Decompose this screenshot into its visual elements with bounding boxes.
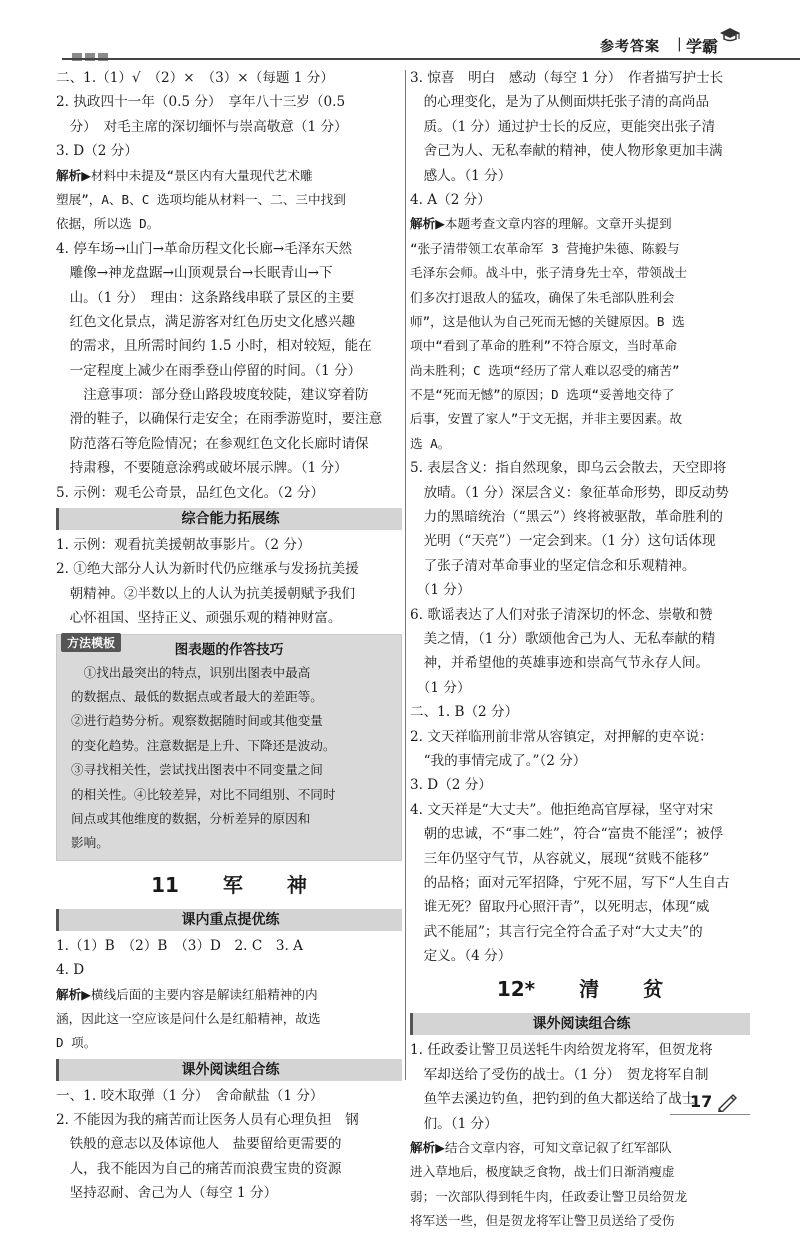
text-line: 质。（1 分）通过护士长的反应，更能突出张子清 — [410, 118, 716, 135]
explanation-text: “张子清带领工农革命军 3 营掩护朱德、陈毅与 — [410, 240, 680, 256]
text-line: 武不能屈”；其言行完全符合孟子对“大丈夫”的 — [410, 923, 703, 940]
text-line: 二、1.（1）√ （2）× （3）×（每题 1 分） — [56, 70, 334, 86]
explanation-block — [56, 983, 402, 1056]
explanation-line — [56, 212, 402, 236]
page-header — [0, 0, 800, 66]
text-line: 坚持忍耐、舍己为人（每空 1 分） — [56, 1185, 278, 1202]
explanation-line — [410, 1136, 750, 1160]
chapter-title — [410, 968, 750, 1010]
method-tag: 方法模板 — [61, 633, 121, 652]
explanation-label: 解析▶ — [410, 216, 445, 232]
text-line: 鱼竿去溪边钓鱼，把钓到的鱼大都送给了战士 — [410, 1091, 696, 1108]
method-line: 影响。 — [71, 835, 109, 851]
explanation-line — [410, 432, 750, 456]
text-line: 定义。（4 分） — [410, 948, 512, 965]
text-line: 1.（1）B （2）B （3）D 2. C 3. A — [56, 937, 303, 954]
chapter-number: 11 — [151, 872, 179, 897]
text-line: 放晴。（1 分）深层含义：象征革命形势，即反动势 — [410, 484, 729, 501]
text-line: 5. 示例：观毛公奇景，品红色文化。（2 分） — [56, 484, 325, 501]
explanation-text: 材料中未提及“景区内有大量现代艺术雕 — [90, 167, 313, 183]
explanation-text: 尚未胜利；C 选项“经历了常人难以忍受的痛苦” — [410, 362, 680, 378]
method-line: 的相关性。④比较差异，对比不同组别、不同时 — [71, 786, 336, 802]
answer-block — [56, 533, 402, 631]
left-column — [56, 66, 402, 1206]
text-line: 舍己为人、无私奉献的精神，使人物形象更加丰满 — [410, 143, 723, 160]
answer-block — [56, 934, 402, 983]
footer-rule — [670, 1114, 750, 1115]
method-line: 的数据点、最低的数据点或者最大的差距等。 — [71, 688, 323, 704]
answer-block — [410, 66, 750, 212]
text-line: 朝精神。②半数以上的人认为抗美援朝赋予我们 — [56, 585, 356, 602]
chapter-char: 军 — [222, 872, 243, 897]
explanation-text: 进入草地后，极度缺乏食物，战士们日渐消瘦虚 — [410, 1164, 675, 1180]
explanation-text: 结合文章内容，可知文章记叙了红军部队 — [444, 1140, 672, 1156]
text-line: 二、1. B（2 分） — [410, 704, 519, 721]
explanation-label: 解析▶ — [410, 1140, 445, 1156]
text-line: 2. ①绝大部分人认为新时代仍应继承与发扬抗美援 — [56, 561, 359, 578]
answer-block — [56, 237, 402, 505]
section-heading: 综合能力拓展练 — [56, 508, 402, 530]
text-line: 5. 表层含义：指自然现象，即乌云会散去，天空即将 — [410, 460, 727, 477]
text-line: 谁无死？留取丹心照汗青”，以死明志，体现“威 — [410, 899, 710, 916]
chapter-title — [56, 864, 402, 906]
explanation-line — [56, 1031, 402, 1055]
explanation-text: D 项。 — [56, 1035, 97, 1051]
explanation-text: 涵，因此这一空应该是问什么是红船精神，故选 — [56, 1010, 321, 1026]
text-line: 的品格；面对元军招降，宁死不屈，写下“人生自古 — [410, 874, 730, 891]
page-number: 17 — [690, 1092, 713, 1111]
method-title: 图表题的作答技巧 — [174, 641, 284, 658]
explanation-text: 选 A。 — [410, 435, 451, 451]
text-line: 1. 任政委让警卫员送牦牛肉给贺龙将军，但贺龙将 — [410, 1042, 713, 1059]
explanation-block — [410, 212, 750, 456]
explanation-text: 本题考查文章内容的理解。文章开头提到 — [444, 216, 672, 232]
text-line: 人，我不能因为自己的痛苦而浪费宝贵的资源 — [56, 1160, 342, 1177]
explanation-text: 毛泽东会师。战斗中，张子清身先士卒，带领战士 — [410, 265, 688, 281]
chapter-number: 12* — [496, 977, 536, 1002]
section-heading: 课外阅读组合练 — [56, 1059, 402, 1081]
explanation-text: 将军送一些，但是贺龙将军让警卫员送给了受伤 — [410, 1213, 675, 1229]
text-line: 6. 歌谣表达了人们对张子清深切的怀念、崇敬和赞 — [410, 606, 713, 623]
explanation-line — [410, 310, 750, 334]
text-line: 4. 停车场→山门→革命历程文化长廊→毛泽东天然 — [56, 240, 353, 257]
text-line: 军却送给了受伤的战士。（1 分） 贺龙将军自制 — [410, 1066, 709, 1083]
explanation-line — [410, 286, 750, 310]
text-line: 神，并希望他的英雄事迹和崇高气节永存人间。 — [410, 655, 710, 672]
explanation-line — [410, 261, 750, 285]
text-line: 红色文化景点，满足游客对红色历史文化感兴趣 — [56, 313, 356, 330]
graduation-cap-icon — [719, 27, 741, 43]
text-line: 4. A（2 分） — [410, 191, 491, 208]
explanation-line — [410, 1209, 750, 1233]
explanation-line — [56, 164, 402, 188]
explanation-text: 不是“死而无憾”的原因；D 选项“妥善地交待了 — [410, 387, 675, 403]
text-line: 的需求，且所需时间约 1.5 小时，相对较短，能在 — [56, 338, 372, 355]
text-line: 1. 示例：观看抗美援朝故事影片。（2 分） — [56, 537, 311, 554]
method-line: ③寻找相关性，尝试找出图表中不同变量之间 — [71, 762, 323, 778]
text-line: 分） 对毛主席的深切缅怀与崇高敬意（1 分） — [56, 118, 348, 135]
explanation-line — [410, 237, 750, 261]
answer-block — [56, 1084, 402, 1206]
text-line: 3. 惊喜 明白 感动（每空 1 分） 作者描写护士长 — [410, 70, 724, 86]
header-squares — [72, 46, 111, 65]
explanation-block — [56, 164, 402, 237]
text-line: 一定程度上减少在雨季登山停留的时间。（1 分） — [56, 362, 362, 379]
text-line: 注意事项：部分登山路段坡度较陡，建议穿着防 — [56, 387, 369, 404]
explanation-text: 塑展”，A、B、C 选项均能从材料一、二、三中找到 — [56, 191, 346, 207]
chapter-char: 神 — [286, 872, 307, 897]
pencil-icon — [716, 1092, 738, 1112]
explanation-label: 解析▶ — [56, 986, 91, 1002]
right-column — [410, 66, 750, 1234]
explanation-line — [410, 1185, 750, 1209]
text-line: “我的事情完成了。”（2 分） — [410, 752, 587, 769]
chapter-char: 贫 — [643, 977, 664, 1002]
column-divider — [405, 70, 406, 1080]
text-line: 2. 不能因为我的痛苦而让医务人员有心理负担 钢 — [56, 1112, 359, 1129]
text-line: 光明（“天亮”）一定会到来。（1 分）这句话体现 — [410, 533, 716, 550]
text-line: 防范落石等危险情况；在参观红色文化长廊时请保 — [56, 435, 369, 452]
answer-block — [410, 1038, 750, 1136]
method-lines — [61, 661, 397, 856]
text-line: 铁般的意志以及体谅他人 盐要留给更需要的 — [56, 1136, 342, 1153]
explanation-text: 依据，所以选 D。 — [56, 216, 160, 232]
method-line: ②进行趋势分析。观察数据随时间或其他变量 — [71, 713, 323, 729]
explanation-line — [410, 1160, 750, 1184]
text-line: 感人。（1 分） — [410, 167, 512, 184]
explanation-text: 师”，这是他认为自己死而无憾的关键原因。B 选 — [410, 313, 685, 329]
text-line: 持肃穆，不要随意涂鸦或破坏展示牌。（1 分） — [56, 460, 348, 477]
explanation-line — [56, 1007, 402, 1031]
answer-block — [56, 66, 402, 164]
explanation-label: 解析▶ — [56, 167, 91, 183]
header-rule — [62, 58, 800, 60]
text-line: 4. D — [56, 962, 85, 979]
explanation-text: 横线后面的主要内容是解读红船精神的内 — [90, 986, 318, 1002]
text-line: 三年仍坚守气节，从容就义，展现“贫贱不能移” — [410, 850, 710, 867]
explanation-line — [410, 212, 750, 236]
chapter-char: 清 — [579, 977, 600, 1002]
explanation-line — [56, 983, 402, 1007]
explanation-line — [56, 188, 402, 212]
text-line: 滑的鞋子，以确保行走安全；在雨季游览时，要注意 — [56, 411, 383, 428]
text-line: 朝的忠诚，不“事二姓”，符合“富贵不能淫”；被俘 — [410, 826, 724, 843]
text-line: 心怀祖国、坚持正义、顽强乐观的精神财富。 — [56, 610, 342, 627]
header-brand: 学霸 — [686, 37, 719, 56]
text-line: 力的黑暗统治（“黑云”）终将被驱散，革命胜利的 — [410, 509, 723, 526]
text-line: 一、1. 咬木取弹（1 分） 舍命献盐（1 分） — [56, 1087, 324, 1104]
answer-block — [410, 456, 750, 968]
section-heading: 课外阅读组合练 — [410, 1013, 750, 1035]
explanation-text: 弱；一次部队得到牦牛肉，任政委让警卫员给贺龙 — [410, 1188, 688, 1204]
text-line: 3. D（2 分） — [410, 777, 492, 794]
explanation-text: 们多次打退敌人的猛攻，确保了朱毛部队胜利会 — [410, 289, 675, 305]
text-line: （1 分） — [410, 582, 471, 599]
text-line: 雕像→神龙盘踞→山顶观景台→长眠青山→下 — [56, 265, 333, 282]
explanation-line — [410, 334, 750, 358]
method-template-box — [56, 634, 402, 861]
text-line: 山。（1 分） 理由：这条路线串联了景区的主要 — [56, 289, 355, 306]
method-line: ①找出最突出的特点，识别出图表中最高 — [71, 664, 311, 680]
method-line: 的变化趋势。注意数据是上升、下降还是波动。 — [71, 737, 336, 753]
text-line: 2. 文天祥临刑前非常从容镇定，对押解的吏卒说： — [410, 728, 713, 745]
explanation-block — [410, 1136, 750, 1234]
text-line: 3. D（2 分） — [56, 143, 138, 160]
text-line: 2. 执政四十一年（0.5 分） 享年八十三岁（0.5 — [56, 94, 346, 111]
explanation-line — [410, 359, 750, 383]
text-line: 们。（1 分） — [410, 1115, 498, 1132]
text-line: 的心理变化，是为了从侧面烘托张子清的高尚品 — [410, 94, 710, 111]
explanation-text: 后事，安置了家人”于文无据，并非主要因素。故 — [410, 411, 683, 427]
explanation-text: 项中“看到了革命的胜利”不符合原文，当时革命 — [410, 338, 678, 354]
header-separator: | — [677, 36, 682, 52]
header-title: 参考答案 — [600, 39, 660, 55]
text-line: 美之情，（1 分）歌颂他舍己为人、无私奉献的精 — [410, 630, 716, 647]
text-line: 了张子清对革命事业的坚定信念和乐观精神。 — [410, 557, 696, 574]
explanation-line — [410, 407, 750, 431]
text-line: （1 分） — [410, 679, 471, 696]
section-heading: 课内重点提优练 — [56, 909, 402, 931]
text-line: 4. 文天祥是“大丈夫”。他拒绝高官厚禄，坚守对宋 — [410, 801, 714, 818]
explanation-line — [410, 383, 750, 407]
method-line: 间点或其他维度的数据，分析差异的原因和 — [71, 810, 311, 826]
